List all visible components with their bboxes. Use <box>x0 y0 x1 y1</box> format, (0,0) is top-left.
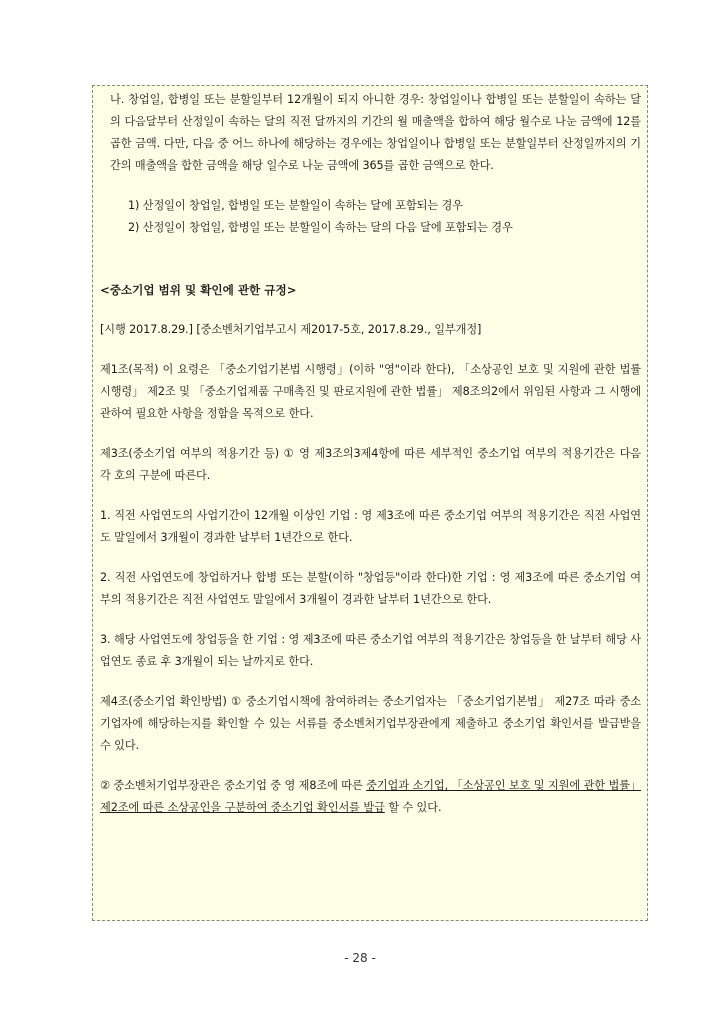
article-3-item-1: 1. 직전 사업연도의 사업기간이 12개월 이상인 기업 : 영 제3조에 따른 중소기업 여부의 적용기간은 직전 사업연도 말일에서 3개월이 경과한 날부터 1년간으로 한다. <box>100 509 641 544</box>
spacer <box>100 611 641 629</box>
article-4: 제4조(중소기업 확인방법) ① 중소기업시책에 참여하려는 중소기업자는 「중소기업기본법」 제27조 따라 중소기업자에 해당하는지를 확인할 수 있는 서류를 중소벤처기업부장관에게 제출하고 중소기업 확인서를 발급받을 수 있다. <box>100 695 641 752</box>
page-number: - 28 - <box>344 951 376 965</box>
enforcement-note: [시행 2017.8.29.] [중소벤처기업부고시 제2017-5호, 2017.8.29., 일부개정] <box>100 323 482 336</box>
spacer <box>100 487 641 505</box>
spacer <box>100 341 641 359</box>
regulation-heading: <중소기업 범위 및 확인에 관한 규정> <box>100 283 297 297</box>
article-3: 제3조(중소기업 여부의 적용기간 등) ① 영 제3조의3제4항에 따른 세부적인 중소기업 여부의 적용기간은 다음 각 호의 구분에 따른다. <box>100 447 641 482</box>
spacer <box>100 757 641 775</box>
spacer <box>100 177 641 195</box>
article-4-paragraph-2-end: 할 수 있다. <box>388 801 442 814</box>
regulation-text-box <box>92 85 648 921</box>
spacer <box>100 549 641 567</box>
article-4-paragraph-2 <box>100 775 641 819</box>
article-4-paragraph-2-underlined: 중기업과 소기업, 「소상공인 보호 및 지원에 관한 법률」 제2조에 따른 소상공인을 구분하여 중소기업 확인서를 발급 <box>100 779 641 814</box>
article-3-item-3: 3. 해당 사업연도에 창업등을 한 기업 : 영 제3조에 따른 중소기업 여부의 적용기간은 창업등을 한 날부터 해당 사업연도 종료 후 3개월이 되는 날까지로 한다. <box>100 633 641 668</box>
spacer <box>100 239 641 261</box>
article-3-item-2: 2. 직전 사업연도에 창업하거나 합병 또는 분할(이하 "창업등"이라 한다)한 기업 : 영 제3조에 따른 중소기업 여부의 적용기간은 직전 사업연도 말일에서 3개월이 경과한 날부터 1년간으로 한다. <box>100 571 641 606</box>
sub-item-1: 1) 산정일이 창업일, 합병일 또는 분할일이 속하는 달에 포함되는 경우 <box>128 199 463 212</box>
article-4-paragraph-2-start: ② 중소벤처기업부장관은 중소기업 중 영 제8조에 따른 <box>100 779 367 792</box>
item-na: 나. 창업일, 합병일 또는 분할일부터 12개월이 되지 아니한 경우: 창업일이나 합병일 또는 분할일이 속하는 달의 다음달부터 산정일이 속하는 달의 직전 달까지의 기간의 월 매출액을 합하여 해당 월수로 나눈 금액에 12를 곱한 금액. 다만, 다음 중 어느 하나에 해당하는 경우에는 창업일이나 합병일 또는 분할일부터 산정일까지의 기간의 매출액을 합한 금액을 해당 일수로 나눈 금액에 365를 곱한 금액으로 한다. <box>110 93 641 172</box>
spacer <box>100 673 641 691</box>
spacer <box>100 301 641 319</box>
spacer <box>100 425 641 443</box>
article-1: 제1조(목적) 이 요령은 「중소기업기본법 시행령」(이하 "영"이라 한다), 「소상공인 보호 및 지원에 관한 법률 시행령」 제2조 및 「중소기업제품 구매촉진 및 판로지원에 관한 법률」 제8조의2에서 위임된 사항과 그 시행에 관하여 필요한 사항을 정함을 목적으로 한다. <box>100 363 641 420</box>
sub-item-2: 2) 산정일이 창업일, 합병일 또는 분할일이 속하는 달의 다음 달에 포함되는 경우 <box>128 221 513 234</box>
spacer <box>100 261 641 279</box>
